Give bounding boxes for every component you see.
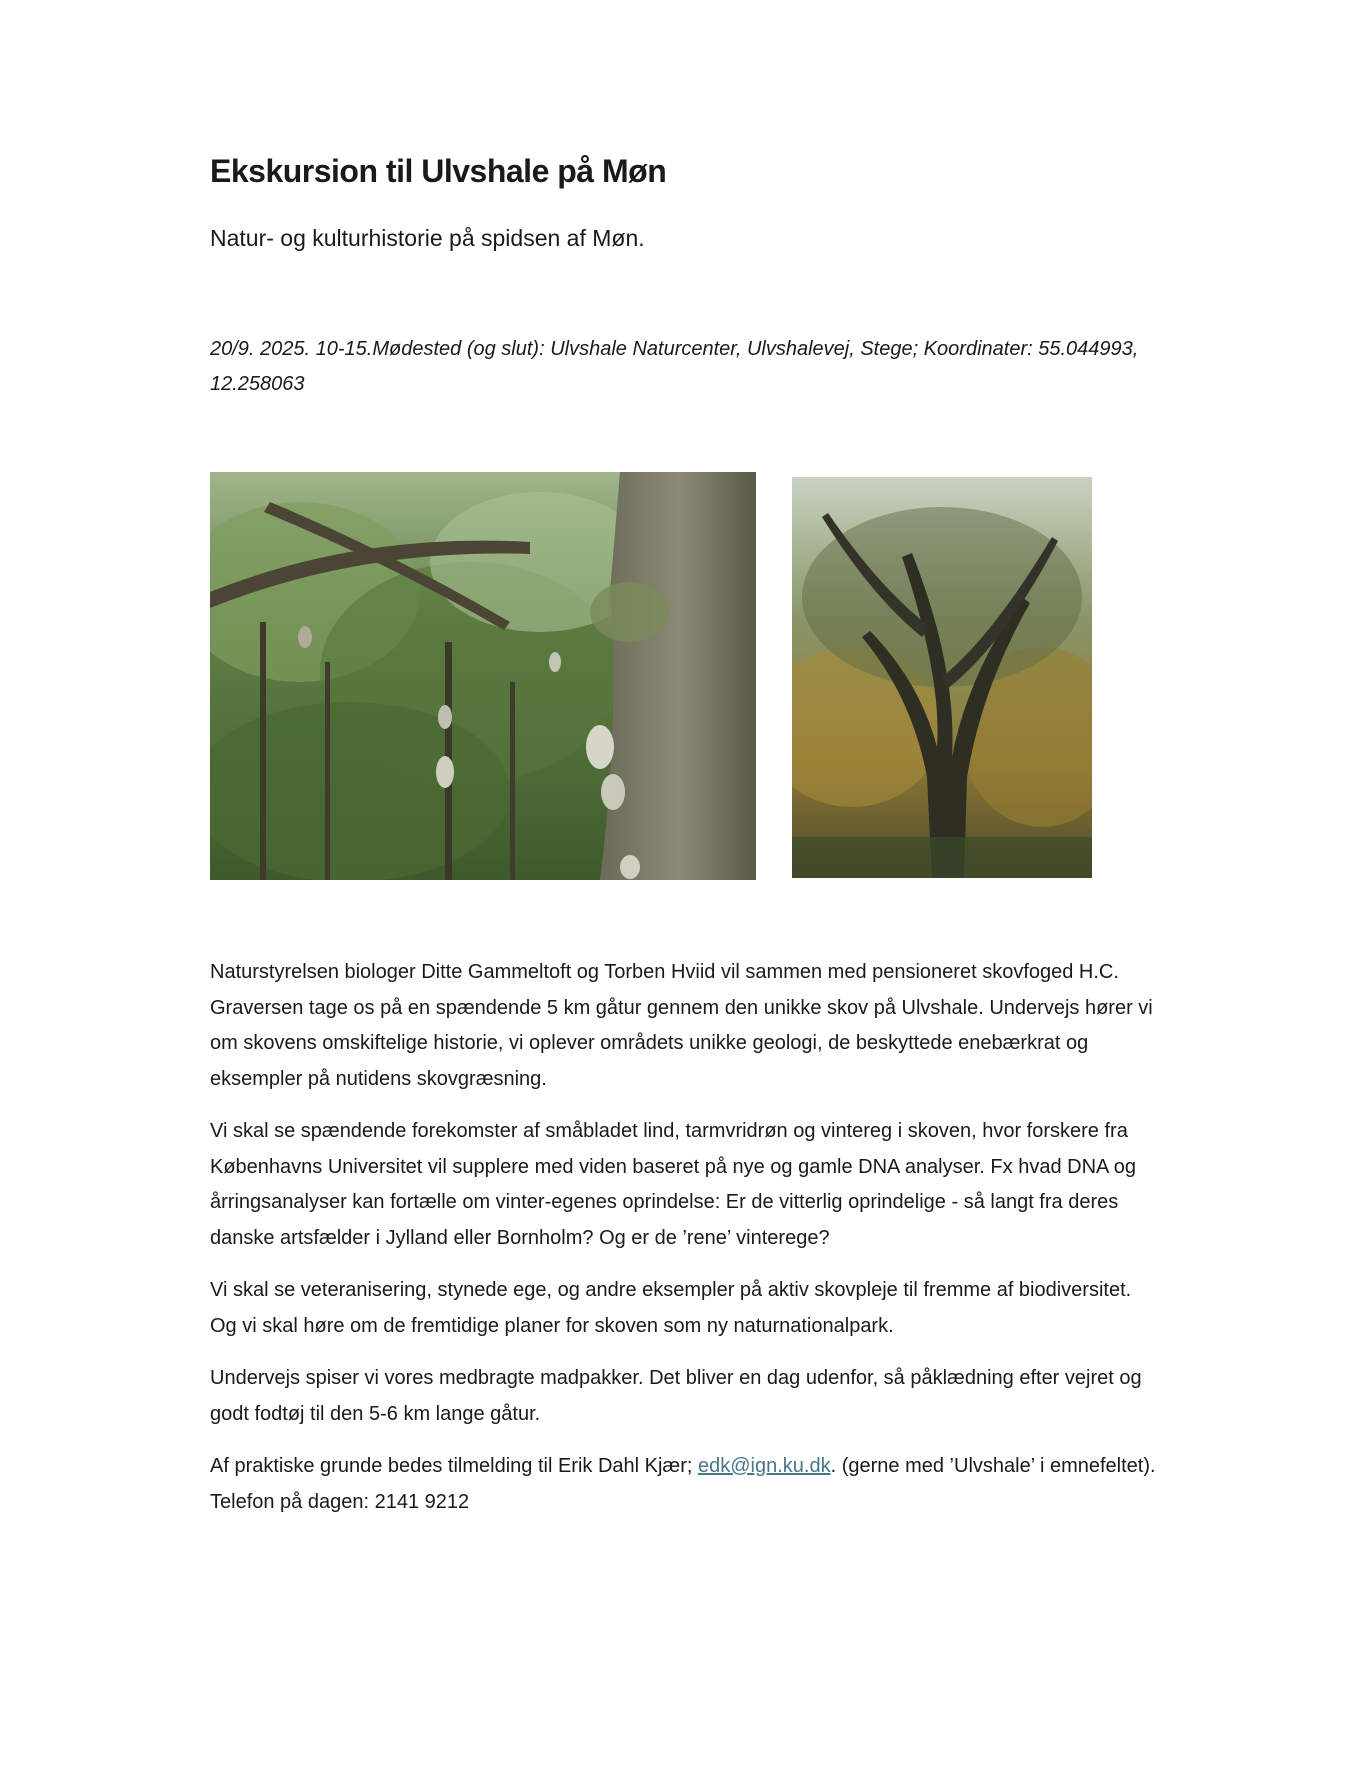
forest-photo-hanging-objects	[210, 472, 756, 880]
document-body	[210, 955, 1160, 1537]
paragraph-registration	[210, 1449, 1160, 1520]
event-details: 20/9. 2025. 10-15.Mødested (og slut): Ulvshale Naturcenter, Ulvshalevej, Stege; Koordinater: 55.044993, 12.258063	[210, 338, 1139, 395]
document-subtitle: Natur- og kulturhistorie på spidsen af Møn.	[210, 225, 645, 251]
document-title: Ekskursion til Ulvshale på Møn	[210, 153, 667, 189]
paragraph-forest-care: Vi skal se veteranisering, stynede ege, og andre eksempler på aktiv skovpleje til fremme af biodiversitet. Og vi skal høre om de fremtidige planer for skoven som ny naturnationalpark.	[210, 1279, 1132, 1337]
email-link[interactable]: edk@ign.ku.dk	[698, 1455, 831, 1477]
paragraph-practical: Undervejs spiser vi vores medbragte madpakker. Det bliver en dag udenfor, så påklædning efter vejret og godt fodtøj til den 5-6 km lange gåtur.	[210, 1367, 1142, 1425]
registration-text-end: . (gerne med ’Ulvshale’ i emnefeltet). Telefon på dagen: 2141 9212	[210, 1455, 1156, 1513]
paragraph-intro: Naturstyrelsen biologer Ditte Gammeltoft og Torben Hviid vil sammen med pensioneret skovfoged H.C. Graversen tage os på en spændende 5 km gåtur gennem den unikke skov på Ulvshale. Undervejs hører vi om skovens omskiftelige historie, vi oplever områdets unikke geologi, de beskyttede enebærkrat og eksempler på nutidens skovgræsning.	[210, 961, 1153, 1090]
paragraph-research: Vi skal se spændende forekomster af småbladet lind, tarmvridrøn og vintereg i skoven, hvor forskere fra Københavns Universitet vil supplere med viden baseret på nye og gamle DNA analyser. Fx hvad DNA og årringsanalyser kan fortælle om vinter-egenes oprindelse: Er de vitterlig oprindelige - så langt fra deres danske artsfælder i Jylland eller Bornholm? Og er de ’rene’ vinterege?	[210, 1120, 1137, 1249]
registration-text: Af praktiske grunde bedes tilmelding til Erik Dahl Kjær;	[210, 1455, 698, 1477]
ancient-oak-photo	[792, 477, 1092, 878]
